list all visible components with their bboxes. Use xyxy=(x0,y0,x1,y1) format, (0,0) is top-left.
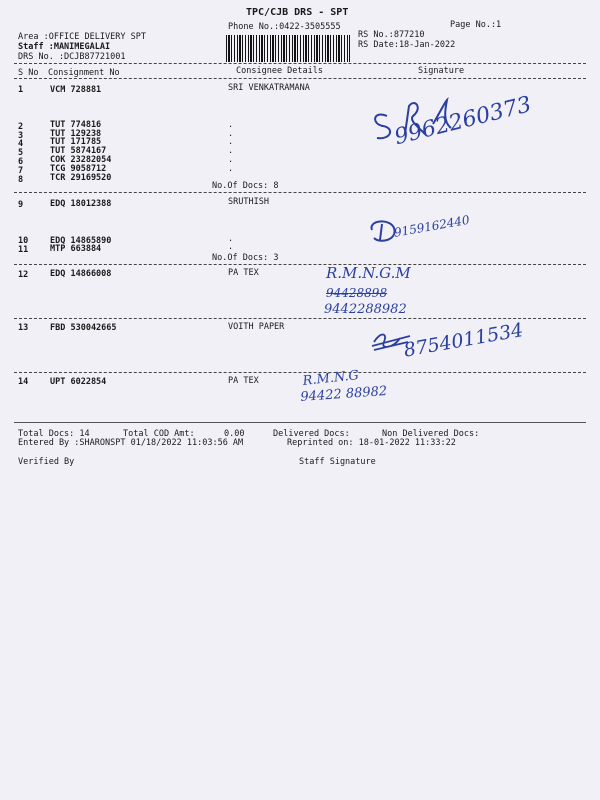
row-sno: 14 xyxy=(18,377,29,387)
row-consignee: PA TEX xyxy=(228,376,259,386)
row-sno: 5 xyxy=(18,148,24,158)
group-doc-count: No.Of Docs: 3 xyxy=(212,253,279,263)
staff-signature: Staff Signature xyxy=(299,457,376,467)
drs-number: DRS No. :DCJB87721001 xyxy=(18,52,126,62)
row-consignee: . xyxy=(228,129,234,139)
row-consignee: SRI VENKATRAMANA xyxy=(228,83,310,93)
divider xyxy=(14,78,586,79)
row-consignment: EDQ 14866008 xyxy=(50,269,112,279)
row-consignment: TUT 774816 xyxy=(50,120,102,130)
delivered-docs: Delivered Docs: xyxy=(273,429,350,439)
row-consignment: EDQ 14865890 xyxy=(50,236,112,246)
barcode xyxy=(226,35,350,62)
handwritten-name: R.M.N.G.M xyxy=(326,264,411,282)
divider xyxy=(14,318,586,319)
row-sno: 9 xyxy=(18,200,24,210)
footer-divider xyxy=(14,422,586,423)
row-consignee: . xyxy=(228,242,234,252)
row-consignment: TUT 171785 xyxy=(50,137,102,147)
handwritten-phone: 8754011534 xyxy=(402,319,525,362)
staff-field: Staff :MANIMEGALAI xyxy=(18,42,111,52)
reprinted-on: Reprinted on: 18-01-2022 11:33:22 xyxy=(287,438,456,448)
divider xyxy=(14,63,586,64)
handwritten-phone: 9159162440 xyxy=(393,212,471,240)
document-title: TPC/CJB DRS - SPT xyxy=(246,7,349,18)
divider xyxy=(14,192,586,193)
row-consignment: MTP 663884 xyxy=(50,244,102,254)
row-consignee: . xyxy=(228,164,234,174)
row-consignee: . xyxy=(228,234,234,244)
handwritten-struck-number: 94428898 xyxy=(326,286,388,300)
row-consignee: . xyxy=(228,137,234,147)
col-header-consignee: Consignee Details xyxy=(236,66,323,76)
total-cod-value: 0.00 xyxy=(224,429,245,439)
total-cod-label: Total COD Amt: xyxy=(123,429,195,439)
total-docs: Total Docs: 14 xyxy=(18,429,90,439)
non-delivered-docs: Non Delivered Docs: xyxy=(382,429,480,439)
row-sno: 11 xyxy=(18,245,29,255)
handwritten-phone: 9442288982 xyxy=(324,302,407,317)
row-consignee: SRUTHISH xyxy=(228,197,269,207)
row-consignment: TCR 29169520 xyxy=(50,173,112,183)
page-number: Page No.:1 xyxy=(450,20,502,30)
rs-date: RS Date:18-Jan-2022 xyxy=(358,40,456,50)
row-sno: 7 xyxy=(18,166,24,176)
row-consignment: COK 23282054 xyxy=(50,155,112,165)
area-field: Area :OFFICE DELIVERY SPT xyxy=(18,32,146,42)
row-consignee: PA TEX xyxy=(228,268,259,278)
row-consignment: TUT 129238 xyxy=(50,129,102,139)
entered-by: Entered By :SHARONSPT 01/18/2022 11:03:56 AM xyxy=(18,438,244,448)
phone-number: Phone No.:0422-3505555 xyxy=(228,22,341,32)
verified-by: Verified By xyxy=(18,457,75,467)
row-sno: 8 xyxy=(18,175,24,185)
divider xyxy=(14,372,586,373)
handwritten-name: R.M.N.G xyxy=(302,368,360,389)
col-header-signature: Signature xyxy=(418,66,465,76)
row-sno: 3 xyxy=(18,131,24,141)
handwritten-phone: 9962260373 xyxy=(392,92,534,151)
row-sno: 12 xyxy=(18,270,29,280)
row-consignment: FBD 530042665 xyxy=(50,323,117,333)
row-sno: 2 xyxy=(18,122,24,132)
row-sno: 6 xyxy=(18,157,24,167)
row-consignee: . xyxy=(228,146,234,156)
row-consignee: . xyxy=(228,120,234,130)
col-header-consignment: Consignment No xyxy=(48,68,120,78)
row-consignee: VOITH PAPER xyxy=(228,322,285,332)
row-sno: 4 xyxy=(18,139,24,149)
row-consignment: TUT 5874167 xyxy=(50,146,107,156)
row-sno: 1 xyxy=(18,85,24,95)
row-consignee: . xyxy=(228,155,234,165)
row-consignment: TCG 9058712 xyxy=(50,164,107,174)
row-sno: 13 xyxy=(18,323,29,333)
handwritten-phone: 94422 88982 xyxy=(300,383,388,405)
rs-number: RS No.:877210 xyxy=(358,30,425,40)
row-consignment: UPT 6022854 xyxy=(50,377,107,387)
row-consignment: EDQ 18012388 xyxy=(50,199,112,209)
group-doc-count: No.Of Docs: 8 xyxy=(212,181,279,191)
col-header-sno: S No xyxy=(18,68,39,78)
row-consignment: VCM 728881 xyxy=(50,85,102,95)
divider xyxy=(14,264,586,265)
row-sno: 10 xyxy=(18,236,29,246)
